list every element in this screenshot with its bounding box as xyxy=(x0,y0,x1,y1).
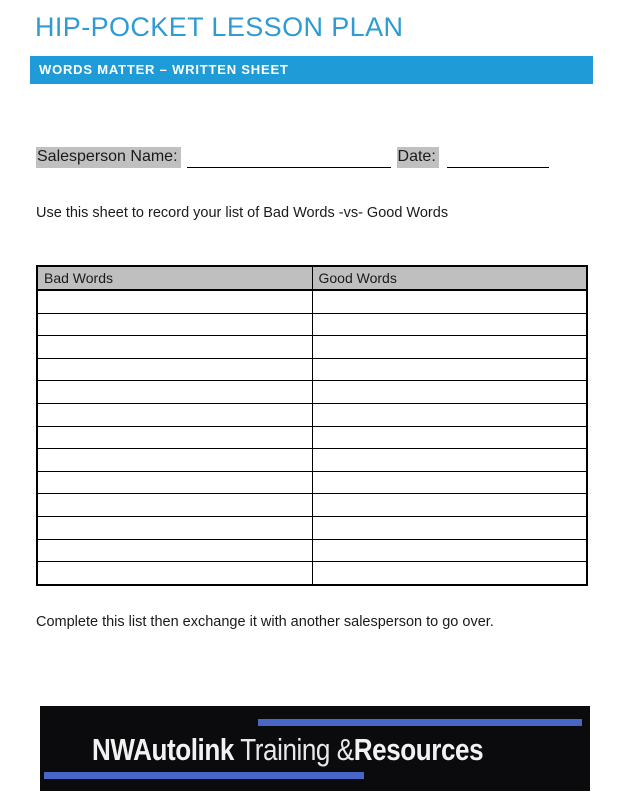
table-row xyxy=(37,381,587,404)
table-row xyxy=(37,336,587,359)
table-row xyxy=(37,539,587,562)
salesperson-name-label: Salesperson Name: xyxy=(36,147,181,168)
page-title: HIP-POCKET LESSON PLAN xyxy=(35,12,404,42)
table-cell[interactable] xyxy=(312,381,587,404)
table-cell[interactable] xyxy=(37,494,312,517)
logo-ampersand: & xyxy=(336,732,354,767)
table-cell[interactable] xyxy=(312,358,587,381)
name-date-row xyxy=(36,144,549,168)
table-row xyxy=(37,562,587,585)
table-row xyxy=(37,290,587,313)
table-cell[interactable] xyxy=(312,516,587,539)
table-row xyxy=(37,403,587,426)
closing-text: Complete this list then exchange it with another salesperson to go over. xyxy=(36,614,494,630)
table-cell[interactable] xyxy=(312,539,587,562)
words-table-body xyxy=(37,290,587,585)
table-cell[interactable] xyxy=(312,562,587,585)
table-cell[interactable] xyxy=(312,313,587,336)
table-cell[interactable] xyxy=(37,336,312,359)
logo-text xyxy=(92,733,483,767)
logo-end: Resources xyxy=(353,732,484,767)
table-cell[interactable] xyxy=(312,449,587,472)
table-cell[interactable] xyxy=(37,426,312,449)
date-label: Date: xyxy=(397,147,439,168)
table-cell[interactable] xyxy=(37,471,312,494)
words-table-header xyxy=(37,266,587,290)
table-cell[interactable] xyxy=(312,336,587,359)
table-cell[interactable] xyxy=(37,358,312,381)
section-banner xyxy=(30,56,593,84)
logo-top-bar xyxy=(258,719,582,726)
table-cell[interactable] xyxy=(37,313,312,336)
logo-bottom-bar xyxy=(44,772,364,779)
table-row xyxy=(37,516,587,539)
header-row xyxy=(37,266,587,290)
words-table xyxy=(36,265,588,586)
date-field[interactable] xyxy=(447,147,549,168)
table-row xyxy=(37,449,587,472)
table-cell[interactable] xyxy=(312,403,587,426)
table-cell[interactable] xyxy=(312,471,587,494)
table-cell[interactable] xyxy=(37,539,312,562)
table-row xyxy=(37,358,587,381)
table-cell[interactable] xyxy=(312,290,587,313)
bad-words-header: Bad Words xyxy=(37,266,312,290)
table-row xyxy=(37,494,587,517)
table-cell[interactable] xyxy=(37,290,312,313)
table-row xyxy=(37,426,587,449)
salesperson-name-field[interactable] xyxy=(187,147,391,168)
table-row xyxy=(37,313,587,336)
logo-middle: Training xyxy=(233,732,337,767)
table-cell[interactable] xyxy=(312,426,587,449)
table-cell[interactable] xyxy=(37,381,312,404)
table-cell[interactable] xyxy=(37,562,312,585)
table-cell[interactable] xyxy=(37,516,312,539)
company-logo xyxy=(40,706,590,791)
logo-brand: NWAutolink xyxy=(92,732,234,767)
section-banner-label: WORDS MATTER – WRITTEN SHEET xyxy=(39,62,289,77)
good-words-header: Good Words xyxy=(312,266,587,290)
table-row xyxy=(37,471,587,494)
intro-text: Use this sheet to record your list of Bad Words -vs- Good Words xyxy=(36,205,449,221)
table-cell[interactable] xyxy=(312,494,587,517)
table-cell[interactable] xyxy=(37,403,312,426)
table-cell[interactable] xyxy=(37,449,312,472)
